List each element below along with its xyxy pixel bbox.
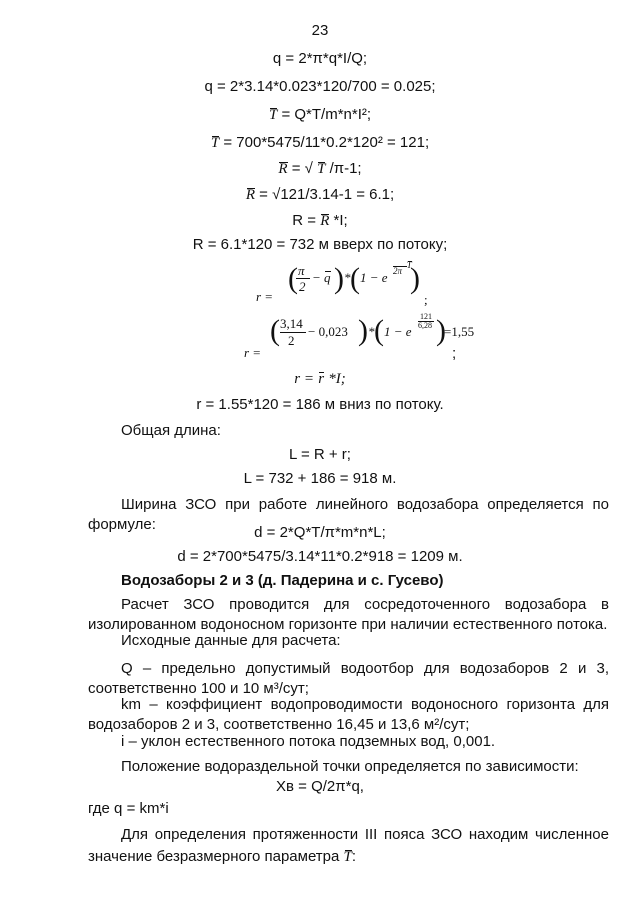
t-bar-symbol-2: T — [210, 135, 220, 151]
f1-lhs: r = — [256, 289, 274, 304]
t-bar-symbol-3: T — [317, 161, 326, 177]
formula-t — [0, 106, 640, 124]
f2-lhs: r = — [244, 345, 262, 360]
zone3-line2 — [88, 848, 356, 866]
formula-d-calc: d = 2*700*5475/3.14*11*0.2*918 = 1209 м. — [177, 548, 463, 565]
r-bar-symbol: R — [278, 161, 288, 177]
f1-paren-open: ( — [288, 262, 298, 295]
formula-R-calc: R = 6.1*120 = 732 м вверх по потоку; — [192, 236, 448, 253]
formula-r-bar-calc — [0, 186, 640, 204]
input-data-label: Исходные данные для расчета: — [121, 632, 341, 649]
r-bar-symbol-2: R — [245, 187, 255, 203]
formula-r-lhs: r = — [294, 371, 315, 387]
q-def-line1: Q – предельно допустимый водоотбор для водозаборов 2 и 3, — [121, 660, 609, 677]
t-bar-symbol-4: T — [343, 849, 352, 865]
formula-t-text: = Q*T/m*n*I²; — [281, 106, 372, 123]
q-def-line2: соответственно 100 и 10 м³/сут; — [88, 680, 309, 697]
formula-R-text-b: *I; — [333, 212, 348, 229]
formula-L: L = R + r; — [289, 446, 351, 463]
calc-paragraph-line2: изолированном водоносном горизонте при наличии естественного потока. — [88, 616, 608, 633]
formula-r-rhs: *I; — [328, 371, 346, 387]
q-equals: где q = km*i — [88, 800, 169, 817]
formula-xv: Xв = Q/2π*q, — [276, 778, 364, 795]
total-length-label: Общая длина: — [121, 422, 221, 439]
formula-r-bar-text: = √ — [291, 160, 313, 177]
formula-q: q = 2*π*q*I/Q; — [272, 50, 368, 67]
formula-r-bar-calc-text: = √121/3.14-1 = 6.1; — [259, 186, 395, 203]
zone3-line1: Для определения протяженности III пояса ЗСО находим численное — [121, 826, 609, 843]
f2-paren-close: ) — [358, 314, 368, 347]
f1-two: 2 — [299, 279, 306, 294]
f1-pi: π — [298, 263, 305, 278]
f2-minus: − 0,023 — [308, 324, 348, 339]
formula-R-text: R = — [292, 212, 317, 229]
f1-minus: − — [312, 270, 321, 285]
f2-paren-open-2: ( — [374, 314, 384, 347]
km-def-line2: водозаборов 2 и 3, соответственно 16,45 и 13,6 м²/сут; — [88, 716, 470, 733]
calc-paragraph-line1: Расчет ЗСО проводится для сосредоточенного водозабора в — [121, 596, 609, 613]
formula-r-calc: r = 1.55*120 = 186 м вниз по потоку. — [196, 396, 444, 413]
formula-r — [0, 370, 640, 388]
f1-paren-open-2: ( — [350, 262, 360, 295]
formula-d: d = 2*Q*T/π*m*n*L; — [254, 524, 386, 541]
f2-times: * — [368, 324, 375, 339]
f1-exp-num: T — [406, 260, 412, 270]
section-heading: Водозаборы 2 и 3 (д. Падерина и с. Гусево) — [121, 572, 444, 589]
i-def: i – уклон естественного потока подземных вод, 0,001. — [121, 733, 496, 750]
r-bar-symbol-3: R — [320, 213, 330, 229]
f1-end: ; — [424, 292, 428, 307]
divide-point-text: Положение водораздельной точки определяется по зависимости: — [121, 758, 579, 775]
f2-exp-den: 6,28 — [418, 321, 432, 330]
formula-r-bar — [0, 160, 640, 178]
f1-one-minus: 1 − e — [360, 270, 388, 285]
formula-q-calc: q = 2*3.14*0.023*120/700 = 0.025; — [204, 78, 436, 95]
formula-r-bar-text-b: /π-1; — [329, 160, 362, 177]
f2-exp-num: 121 — [420, 312, 432, 321]
f1-exp-den: 2π — [393, 266, 403, 276]
formula-R — [0, 212, 640, 230]
km-def-line1: km – коэффициент водопроводимости водоносного горизонта для — [121, 696, 609, 713]
formula-t-calc-text: = 700*5475/11*0.2*120² = 121; — [223, 134, 430, 151]
formula-r-bar-fraction — [240, 256, 440, 308]
f1-q: q — [324, 270, 331, 285]
width-paragraph-line2: формуле: — [88, 516, 156, 533]
width-paragraph-line1: Ширина ЗСО при работе линейного водозабора определяется по — [121, 496, 609, 513]
page-number: 23 — [311, 22, 329, 39]
formula-r-bar-calc-fraction — [240, 312, 475, 364]
zone3-colon: : — [351, 848, 357, 865]
f2-den: 2 — [288, 333, 295, 348]
f1-paren-close: ) — [334, 262, 344, 295]
f2-num: 3,14 — [280, 316, 303, 331]
r-bar-small: r — [318, 371, 325, 387]
f2-paren-open: ( — [270, 314, 280, 347]
zone3-line2-text: значение безразмерного параметра — [88, 848, 340, 865]
formula-t-calc — [0, 134, 640, 152]
f2-result: =1,55 — [444, 324, 475, 339]
f1-times: * — [344, 270, 351, 285]
f2-one-minus: 1 − e — [384, 324, 412, 339]
formula-L-calc: L = 732 + 186 = 918 м. — [243, 470, 397, 487]
t-bar-symbol: T — [268, 107, 278, 123]
f2-end: ; — [452, 345, 457, 362]
f2-paren-close-2: ) — [436, 314, 446, 347]
f1-paren-close-2: ) — [410, 262, 420, 295]
